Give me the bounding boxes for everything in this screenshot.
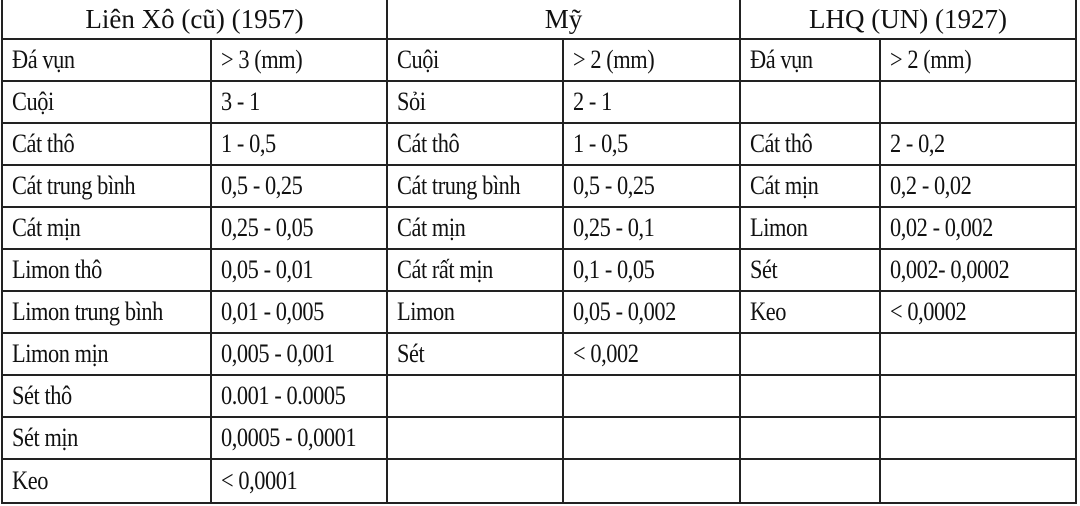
us-particle-size-text: 2 - 1 — [573, 87, 612, 116]
un-particle-size-text: 2 - 0,2 — [890, 129, 945, 158]
un-particle-size — [880, 249, 1076, 291]
ussr-particle-size-text: > 3 (mm) — [221, 45, 303, 74]
ussr-class-name-text: Sét thô — [12, 381, 72, 410]
ussr-particle-size-text: 0,005 - 0,001 — [221, 339, 335, 368]
ussr-class-name — [2, 249, 211, 291]
ussr-class-name — [2, 459, 211, 503]
ussr-class-name — [2, 291, 211, 333]
us-particle-size — [563, 291, 740, 333]
header-un: LHQ (UN) (1927) — [740, 0, 1076, 39]
ussr-particle-size — [211, 123, 387, 165]
ussr-class-name-text: Limon mịn — [12, 339, 109, 368]
ussr-particle-size — [211, 459, 387, 503]
un-class-name-text: Sét — [750, 255, 778, 284]
ussr-class-name-text: Cát mịn — [12, 213, 81, 242]
table-row — [2, 459, 1076, 503]
ussr-class-name — [2, 39, 211, 81]
soil-classification-table — [1, 0, 1077, 504]
un-particle-size — [880, 417, 1076, 459]
table-row — [2, 207, 1076, 249]
us-class-name-text: Cát trung bình — [397, 171, 521, 200]
un-class-name — [740, 375, 880, 417]
un-particle-size — [880, 165, 1076, 207]
ussr-particle-size-text: 0,25 - 0,05 — [221, 213, 314, 242]
us-particle-size-text: 1 - 0,5 — [573, 129, 628, 158]
ussr-particle-size — [211, 291, 387, 333]
ussr-particle-size-text: 0.001 - 0.0005 — [221, 381, 346, 410]
us-class-name-text: Sét — [397, 339, 425, 368]
us-class-name — [387, 333, 563, 375]
un-class-name — [740, 333, 880, 375]
un-particle-size-text: 0,02 - 0,002 — [890, 213, 993, 242]
ussr-class-name-text: Keo — [12, 466, 48, 495]
un-particle-size — [880, 81, 1076, 123]
un-class-name — [740, 207, 880, 249]
un-particle-size-text: 0,2 - 0,02 — [890, 171, 972, 200]
ussr-particle-size-text: 1 - 0,5 — [221, 129, 276, 158]
ussr-particle-size-text: 0,5 - 0,25 — [221, 171, 303, 200]
us-class-name-text: Sỏi — [397, 87, 426, 116]
us-class-name — [387, 249, 563, 291]
us-particle-size-text: > 2 (mm) — [573, 45, 655, 74]
un-class-name — [740, 81, 880, 123]
us-particle-size-text: < 0,002 — [573, 339, 639, 368]
un-particle-size — [880, 333, 1076, 375]
table-row — [2, 81, 1076, 123]
un-class-name-text: Cát thô — [750, 129, 813, 158]
ussr-class-name — [2, 207, 211, 249]
un-particle-size-text: > 2 (mm) — [890, 45, 972, 74]
un-particle-size — [880, 459, 1076, 503]
us-particle-size-text: 0,5 - 0,25 — [573, 171, 655, 200]
ussr-particle-size — [211, 249, 387, 291]
us-particle-size-text: 0,25 - 0,1 — [573, 213, 655, 242]
un-class-name-text: Cát mịn — [750, 171, 819, 200]
us-particle-size-text: 0,05 - 0,002 — [573, 297, 676, 326]
un-class-name-text: Limon — [750, 213, 808, 242]
un-class-name-text: Đá vụn — [750, 45, 813, 74]
us-class-name — [387, 459, 563, 503]
us-particle-size — [563, 81, 740, 123]
us-particle-size — [563, 39, 740, 81]
us-class-name-text: Cát thô — [397, 129, 460, 158]
ussr-particle-size — [211, 375, 387, 417]
un-particle-size-text: < 0,0002 — [890, 297, 967, 326]
ussr-class-name-text: Đá vụn — [12, 45, 75, 74]
ussr-particle-size-text: < 0,0001 — [221, 466, 298, 495]
un-class-name — [740, 459, 880, 503]
un-particle-size — [880, 375, 1076, 417]
ussr-class-name-text: Sét mịn — [12, 423, 78, 452]
us-particle-size — [563, 333, 740, 375]
header-ussr: Liên Xô (cũ) (1957) — [2, 0, 387, 39]
table-body — [2, 39, 1076, 503]
ussr-class-name — [2, 81, 211, 123]
un-particle-size — [880, 207, 1076, 249]
us-particle-size — [563, 123, 740, 165]
ussr-particle-size-text: 0,01 - 0,005 — [221, 297, 324, 326]
table-row — [2, 123, 1076, 165]
ussr-class-name — [2, 165, 211, 207]
us-class-name — [387, 39, 563, 81]
un-class-name — [740, 291, 880, 333]
ussr-class-name-text: Limon trung bình — [12, 297, 163, 326]
us-class-name — [387, 207, 563, 249]
ussr-particle-size — [211, 333, 387, 375]
ussr-class-name-text: Cát thô — [12, 129, 75, 158]
table-row — [2, 417, 1076, 459]
un-class-name — [740, 165, 880, 207]
ussr-particle-size-text: 0,05 - 0,01 — [221, 255, 314, 284]
us-particle-size — [563, 459, 740, 503]
us-class-name — [387, 123, 563, 165]
un-class-name — [740, 123, 880, 165]
us-class-name — [387, 165, 563, 207]
ussr-particle-size-text: 0,0005 - 0,0001 — [221, 423, 357, 452]
header-row — [2, 0, 1076, 39]
un-class-name — [740, 417, 880, 459]
us-class-name — [387, 417, 563, 459]
ussr-class-name — [2, 375, 211, 417]
ussr-class-name-text: Cuội — [12, 87, 54, 116]
table-row — [2, 165, 1076, 207]
us-particle-size — [563, 375, 740, 417]
table-row — [2, 333, 1076, 375]
un-class-name-text: Keo — [750, 297, 786, 326]
ussr-particle-size — [211, 207, 387, 249]
ussr-particle-size — [211, 81, 387, 123]
ussr-class-name — [2, 333, 211, 375]
us-class-name-text: Cát rất mịn — [397, 255, 493, 284]
ussr-class-name-text: Cát trung bình — [12, 171, 136, 200]
ussr-class-name — [2, 417, 211, 459]
ussr-particle-size — [211, 39, 387, 81]
un-class-name — [740, 249, 880, 291]
un-particle-size-text: 0,002- 0,0002 — [890, 255, 1010, 284]
us-class-name — [387, 291, 563, 333]
us-class-name — [387, 375, 563, 417]
table-row — [2, 39, 1076, 81]
un-particle-size — [880, 39, 1076, 81]
table-row — [2, 249, 1076, 291]
ussr-particle-size-text: 3 - 1 — [221, 87, 260, 116]
us-particle-size — [563, 417, 740, 459]
us-class-name-text: Cuội — [397, 45, 439, 74]
un-particle-size — [880, 123, 1076, 165]
us-class-name-text: Limon — [397, 297, 455, 326]
header-us: Mỹ — [387, 0, 740, 39]
un-class-name — [740, 39, 880, 81]
us-particle-size — [563, 249, 740, 291]
table-row — [2, 375, 1076, 417]
us-particle-size — [563, 207, 740, 249]
us-class-name-text: Cát mịn — [397, 213, 466, 242]
ussr-class-name — [2, 123, 211, 165]
ussr-particle-size — [211, 165, 387, 207]
us-particle-size — [563, 165, 740, 207]
table-row — [2, 291, 1076, 333]
ussr-particle-size — [211, 417, 387, 459]
us-particle-size-text: 0,1 - 0,05 — [573, 255, 655, 284]
us-class-name — [387, 81, 563, 123]
ussr-class-name-text: Limon thô — [12, 255, 102, 284]
un-particle-size — [880, 291, 1076, 333]
